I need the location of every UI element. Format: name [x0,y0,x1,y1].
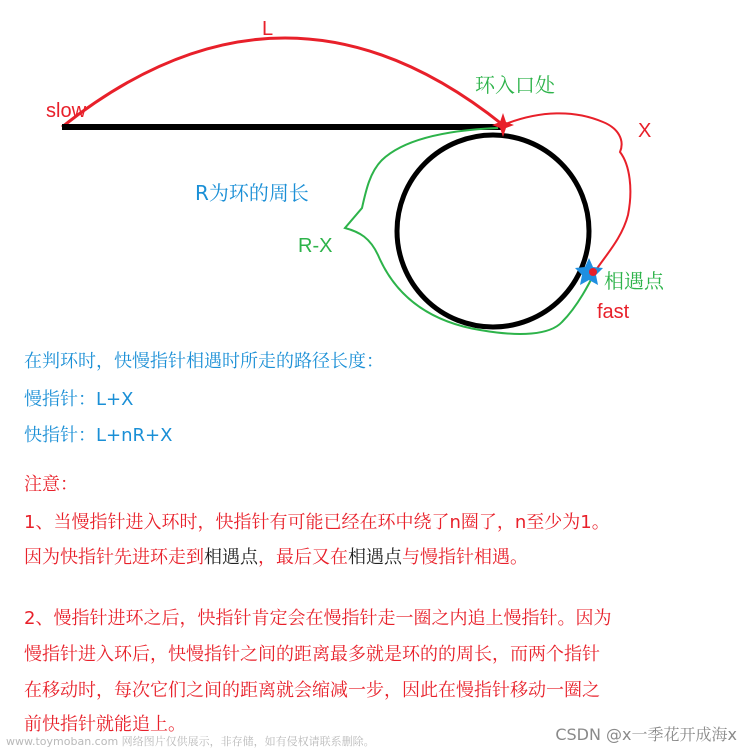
linked-list-cycle-diagram [0,0,751,340]
slow-path-line: 慢指针：L+X [24,389,134,410]
watermark-text: www.toymoban.com 网络图片仅供展示，非存储，如有侵权请联系删除。 [6,735,375,748]
note1-line2-c: ，最后又在 [258,547,348,568]
path-L-arc [62,38,503,127]
note1-line2 [24,543,528,569]
path-X [503,113,630,270]
meeting-point-star-icon [575,258,603,285]
note1-line2-a: 因为快指针先进环走到 [24,547,204,568]
note2-line4: 前快指针就能追上。 [24,714,186,735]
meeting-point-dot [589,268,597,276]
note1-line2-b: 相遇点 [204,547,258,568]
note1-line1: 1、当慢指针进入环时，快指针有可能已经在环中绕了n圈了，n至少为1。 [24,512,610,533]
label-slow: slow [46,100,87,122]
csdn-credit: CSDN @x一季花开成海x [555,725,737,744]
note1-line2-e: 与慢指针相遇。 [402,547,528,568]
note1-line2-d: 相遇点 [348,547,402,568]
note2-line3: 在移动时，每次它们之间的距离就会缩减一步，因此在慢指针移动一圈之 [24,680,600,701]
label-L: L [262,18,274,40]
label-R-caption: R为环的周长 [195,181,309,205]
label-X: X [638,120,652,142]
note2-line1: 2、慢指针进环之后，快指针肯定会在慢指针走一圈之内追上慢指针。因为 [24,608,612,629]
label-R-minus-X: R-X [298,235,333,257]
cycle-circle [397,135,589,327]
label-entry: 环入口处 [475,73,555,97]
notes-heading: 注意： [24,474,78,495]
paths-title: 在判环时，快慢指针相遇时所走的路径长度： [24,351,384,372]
label-fast: fast [597,301,630,323]
label-meet: 相遇点 [604,269,664,293]
fast-path-line: 快指针：L+nR+X [24,425,173,446]
note2-line2: 慢指针进入环后，快慢指针之间的距离最多就是环的的周长，而两个指针 [24,644,600,665]
